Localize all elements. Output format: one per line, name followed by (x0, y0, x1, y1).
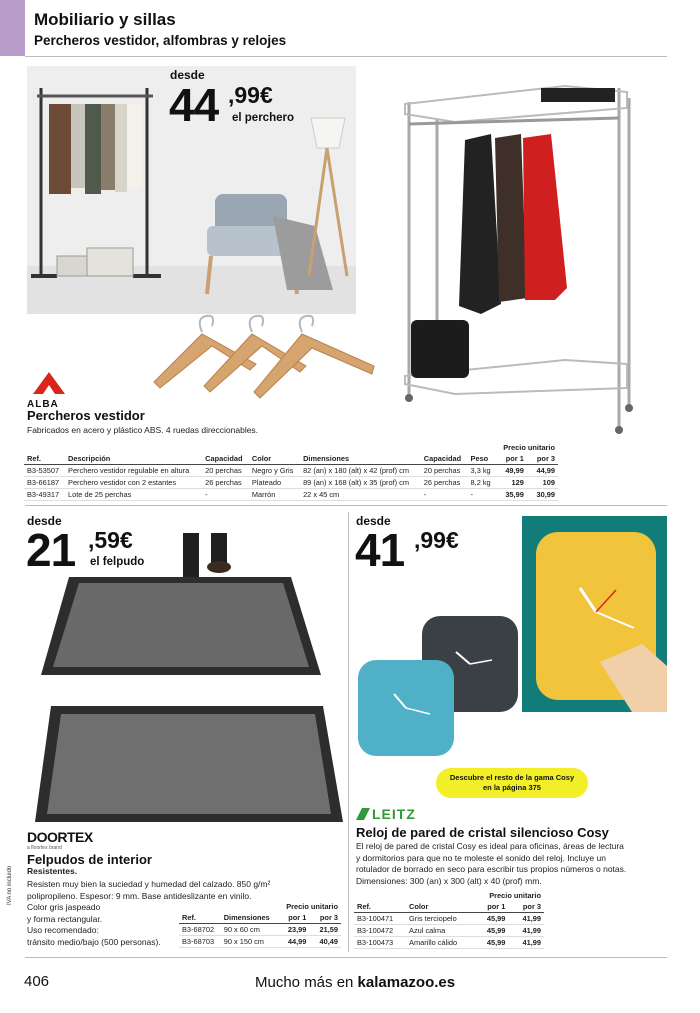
cell-price-3: 40,49 (309, 936, 341, 948)
cell-price-3: 41,99 (508, 925, 544, 937)
cell-ref: B3-53507 (24, 465, 65, 477)
col-ref: Ref. (179, 912, 221, 924)
page-number: 406 (24, 973, 50, 990)
cell-price-3: 30,99 (527, 489, 558, 501)
reloj-price-header: Precio unitario (489, 891, 541, 900)
reloj-product-description (356, 841, 666, 887)
doormat-photo (35, 706, 345, 824)
page-title: Mobiliario y sillas (34, 10, 176, 29)
cell-color: Plateado (249, 477, 300, 489)
felpudo-price-integer: 21 (26, 524, 76, 576)
cell-weight: 8,2 kg (468, 477, 496, 489)
cell-ref: B3-66187 (24, 477, 65, 489)
cell-color: Marrón (249, 489, 300, 501)
col-ref: Ref. (24, 453, 65, 465)
footer-text-pre: Mucho más en (255, 974, 358, 991)
cell-price-1: 35,99 (496, 489, 527, 501)
doormat-illustration (35, 706, 345, 824)
table-row (354, 925, 544, 937)
table-row (354, 937, 544, 949)
page-subtitle: Percheros vestidor, alfombras y relojes (34, 33, 287, 48)
cell-capacity-2: 20 perchas (421, 465, 468, 477)
cell-dimensions: 90 x 150 cm (221, 936, 278, 948)
chrome-rack-illustration (395, 78, 645, 438)
col-ref: Ref. (354, 901, 406, 913)
cell-price-1: 129 (496, 477, 527, 489)
cell-color: Negro y Gris (249, 465, 300, 477)
desc-line: Uso recomendado: (27, 925, 99, 935)
cell-capacity: 26 perchas (202, 477, 249, 489)
cell-color: Azul calma (406, 925, 473, 937)
cell-dimensions: 89 (an) x 168 (alt) x 35 (prof) cm (300, 477, 421, 489)
leitz-logo (356, 806, 416, 822)
reloj-spec-table (354, 890, 544, 949)
felpudo-price-decimal: ,59€ (88, 527, 133, 553)
cell-weight: 3,3 kg (468, 465, 496, 477)
col-color: Color (406, 901, 473, 913)
cell-description: Lote de 25 perchas (65, 489, 202, 501)
cell-ref: B3-100473 (354, 937, 406, 949)
reloj-price-decimal: ,99€ (414, 527, 459, 553)
footer-divider (25, 957, 667, 958)
clocks-illustration (358, 614, 520, 756)
footer-site-link[interactable]: kalamazoo.es (357, 974, 456, 991)
reloj-price-desde: desde (356, 514, 391, 528)
footer-text (255, 974, 455, 991)
leitz-logo-text: LEITZ (372, 806, 416, 822)
cell-price-1: 44,99 (278, 936, 310, 948)
table-price-header-row (354, 890, 544, 901)
felpudo-product-subtitle: Resistentes. (27, 866, 78, 876)
cell-capacity-2: - (421, 489, 468, 501)
table-price-header-row (24, 442, 558, 453)
reloj-price-integer: 41 (355, 524, 405, 576)
col-price-1: por 1 (473, 901, 509, 913)
cell-price-3: 109 (527, 477, 558, 489)
desc-line: polipropileno. Espesor: 9 mm. Base antideslizante en vinilo. (27, 890, 252, 901)
perchero-price-header: Precio unitario (503, 443, 555, 452)
table-header-row (354, 901, 544, 913)
cell-dimensions: 22 x 45 cm (300, 489, 421, 501)
doormat-feet-illustration (35, 533, 327, 679)
table-row (179, 936, 341, 948)
desc-line: Dimensiones: 300 (an) x 300 (alt) x 40 (prof) mm. (356, 875, 542, 886)
felpudo-price-unit: el felpudo (90, 556, 145, 568)
col-price-1: por 1 (496, 453, 527, 465)
col-weight: Peso (468, 453, 496, 465)
clock-wall-illustration (522, 516, 667, 712)
doortex-logo-sub: a floortex brand (27, 845, 62, 851)
chrome-rack-photo (395, 78, 645, 438)
perchero-product-description: Fabricados en acero y plástico ABS. 4 ruedas direccionables. (27, 425, 259, 435)
cosy-range-line-1: Descubre el resto de la gama Cosy (449, 773, 575, 782)
doormat-feet-photo (35, 533, 327, 679)
perchero-price-integer: 44 (169, 79, 219, 131)
felpudo-price-desde: desde (27, 514, 62, 528)
desc-line: Resisten muy bien la suciedad y humedad del calzado. 850 g/m² (27, 879, 271, 889)
desc-line: El reloj de pared de cristal Cosy es ideal para oficinas, áreas de lectura (356, 841, 624, 851)
cell-dimensions: 82 (an) x 180 (alt) x 42 (prof) cm (300, 465, 421, 477)
col-dimensions: Dimensiones (300, 453, 421, 465)
leitz-logo-mark (356, 808, 370, 820)
cell-price-3: 44,99 (527, 465, 558, 477)
cosy-range-link[interactable] (436, 768, 588, 798)
doortex-logo (27, 829, 93, 851)
desc-line: tránsito medio/bajo (500 personas). (27, 936, 161, 947)
cosy-range-line-2: en la página 375 (483, 783, 541, 792)
col-capacity: Capacidad (202, 453, 249, 465)
perchero-price-unit: el perchero (232, 112, 294, 124)
perchero-price-desde: desde (170, 68, 205, 82)
col-color: Color (249, 453, 300, 465)
cell-description: Perchero vestidor con 2 estantes (65, 477, 202, 489)
felpudo-spec-table (179, 901, 341, 948)
column-divider (348, 512, 349, 952)
cell-ref: B3-68702 (179, 924, 221, 936)
cell-price-3: 21,59 (309, 924, 341, 936)
header-divider (25, 56, 667, 57)
alba-logo-mark (27, 370, 73, 394)
col-description: Descripción (65, 453, 202, 465)
cell-price-3: 41,99 (508, 913, 544, 925)
cell-ref: B3-100472 (354, 925, 406, 937)
alba-logo (27, 370, 73, 410)
col-price-3: por 3 (309, 912, 341, 924)
desc-line: Color gris jaspeado (27, 902, 101, 912)
table-row (354, 913, 544, 925)
perchero-product-title: Percheros vestidor (27, 408, 145, 423)
desc-line: y dormitorios para que no te moleste el sonido del reloj. Incluye un (356, 852, 606, 863)
cell-price-1: 45,99 (473, 925, 509, 937)
table-price-header-row (179, 901, 341, 912)
clock-wall-photo (522, 516, 667, 712)
felpudo-price-header: Precio unitario (286, 902, 338, 911)
cell-price-3: 41,99 (508, 937, 544, 949)
table-header-row (179, 912, 341, 924)
desc-line: rotulador de borrado en seco para escribir tus propios números o notas. (356, 864, 627, 874)
table-header-row (24, 453, 558, 465)
vat-note: IVA no incluido (7, 865, 13, 905)
cell-weight: - (468, 489, 496, 501)
cell-capacity: - (202, 489, 249, 501)
table-row (24, 477, 558, 489)
cell-price-1: 45,99 (473, 937, 509, 949)
col-price-3: por 3 (508, 901, 544, 913)
cell-price-1: 45,99 (473, 913, 509, 925)
table-row (24, 489, 558, 501)
cell-color: Amarillo cálido (406, 937, 473, 949)
cell-description: Perchero vestidor regulable en altura (65, 465, 202, 477)
col-price-1: por 1 (278, 912, 310, 924)
section-divider (25, 505, 667, 506)
cell-ref: B3-68703 (179, 936, 221, 948)
col-price-3: por 3 (527, 453, 558, 465)
cell-ref: B3-49317 (24, 489, 65, 501)
hangers-illustration (150, 312, 380, 407)
hangers-photo (150, 312, 380, 407)
table-row (179, 924, 341, 936)
cell-dimensions: 90 x 60 cm (221, 924, 278, 936)
cell-capacity-2: 26 perchas (421, 477, 468, 489)
alba-logo-text: ALBA (27, 399, 59, 410)
perchero-price-decimal: ,99€ (228, 82, 273, 108)
cell-color: Gris terciopelo (406, 913, 473, 925)
reloj-product-title: Reloj de pared de cristal silencioso Cosy (356, 825, 609, 840)
felpudo-product-title: Felpudos de interior (27, 852, 152, 867)
table-row (24, 465, 558, 477)
cell-ref: B3-100471 (354, 913, 406, 925)
perchero-spec-table (24, 442, 558, 501)
clocks-photo (358, 614, 520, 756)
doortex-logo-text: DOORTEX (27, 829, 93, 845)
col-dimensions: Dimensiones (221, 912, 278, 924)
cell-price-1: 49,99 (496, 465, 527, 477)
cell-price-1: 23,99 (278, 924, 310, 936)
section-tab (0, 0, 25, 56)
desc-line: y forma rectangular. (27, 913, 103, 924)
cell-capacity: 20 perchas (202, 465, 249, 477)
col-capacity-2: Capacidad (421, 453, 468, 465)
